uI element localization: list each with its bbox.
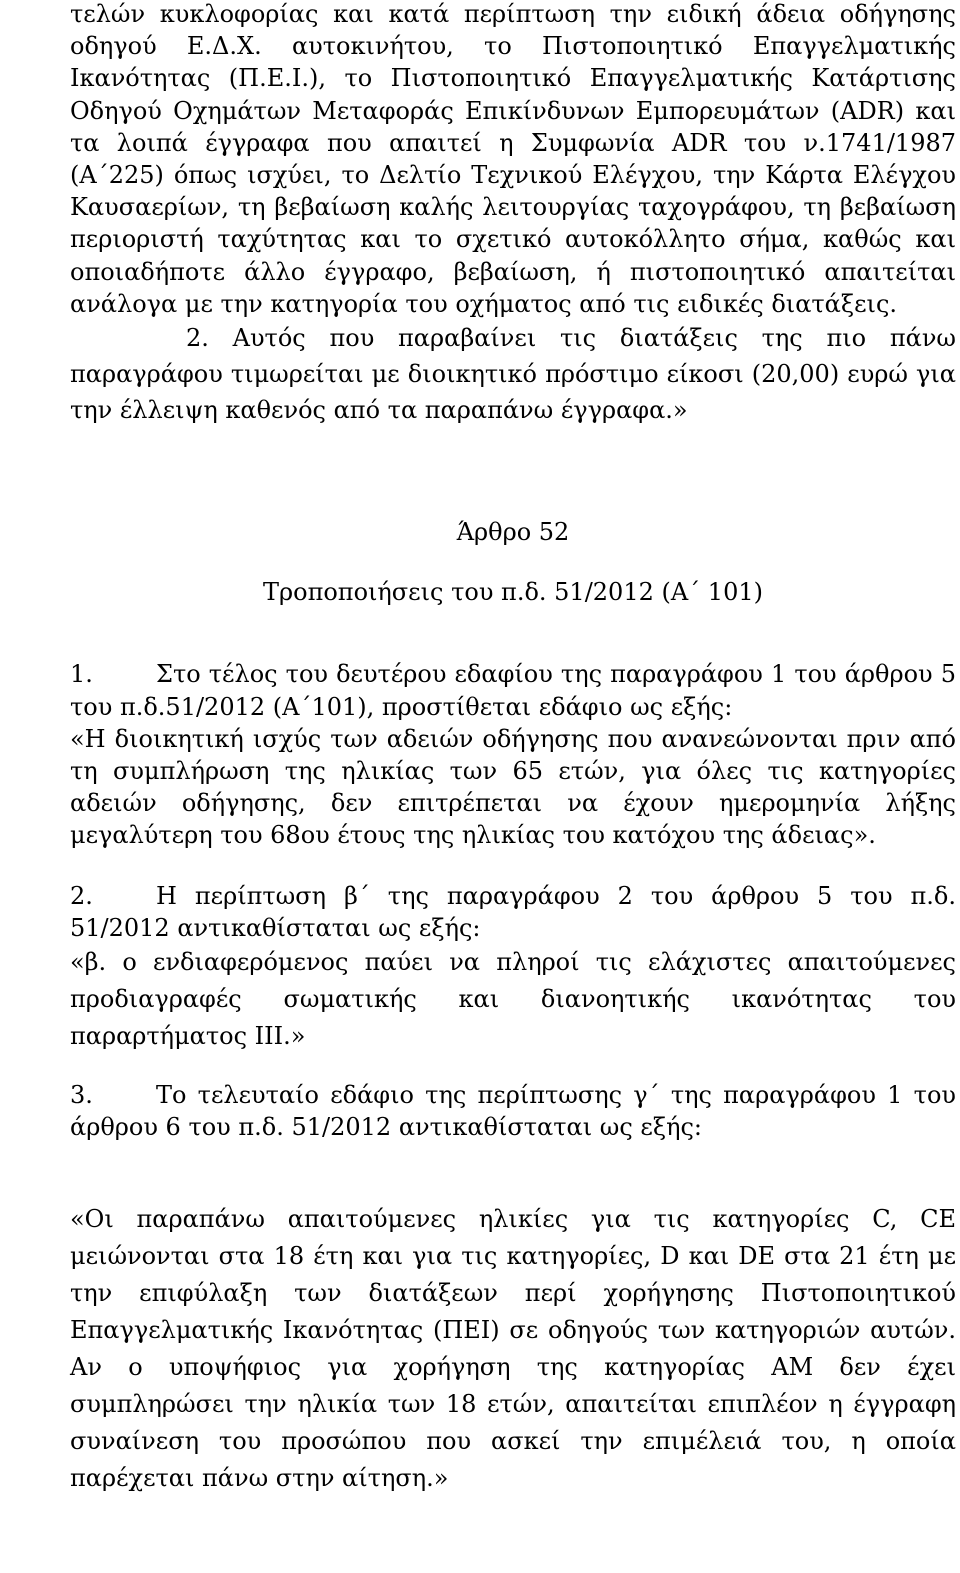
item-3-text: Το τελευταίο εδάφιο της περίπτωσης γ΄ της παραγράφου 1 του άρθρου 6 του π.δ. 51/2012 αντικαθίσταται ως εξής: bbox=[70, 1081, 956, 1142]
item-2-text: Η περίπτωση β΄ της παραγράφου 2 του άρθρου 5 του π.δ. 51/2012 αντικαθίσταται ως εξής: bbox=[70, 881, 956, 942]
article-subtitle: Τροποποιήσεις του π.δ. 51/2012 (Α΄ 101) bbox=[263, 578, 763, 607]
paragraph-2-text: 2. Αυτός που παραβαίνει τις διατάξεις της πιο πάνω παραγράφου τιμωρείται με διοικητικό πρόστιμο είκοσι (20,00) ευρώ για την έλλειψη καθενός από τα παραπάνω έγγραφα.» bbox=[70, 324, 956, 425]
item-1-quote: «Η διοικητική ισχύς των αδειών οδήγησης που ανανεώνονται πριν από τη συμπλήρωση της ηλικίας των 65 ετών, για όλες τις κατηγορίες αδειών οδήγησης, δεν επιτρέπεται να έχουν ημερομηνία λήξης μεγαλύτερη του 68ου έτους της ηλικίας του κατόχου της άδειας». bbox=[70, 724, 956, 850]
item-3-quote: «Οι παραπάνω απαιτούμενες ηλικίες για τις κατηγορίες C, CE μειώνονται στα 18 έτη και για τις κατηγορίες, D και DE στα 21 έτη με την επιφύλαξη των διατάξεων περί χορήγησης Πιστοποιητικού Επαγγελματικής Ικανότητας (ΠΕΙ) σε οδηγούς των κατηγοριών αυτών. Αν ο υποψήφιος για χορήγηση της κατηγορίας AM δεν έχει συμπληρώσει την ηλικία των 18 ετών, απαιτείται επιπλέον η έγγραφη συναίνεση του προσώπου που ασκεί την επιμέλειά του, η οποία παρέχεται πάνω στην αίτηση.» bbox=[70, 1205, 956, 1493]
paragraph-2 bbox=[70, 320, 956, 428]
item-1 bbox=[70, 658, 956, 722]
article-title: Άρθρο 52 bbox=[456, 518, 570, 547]
item-2-number: 2. bbox=[70, 881, 93, 910]
item-1-text: Στο τέλος του δευτέρου εδαφίου της παραγράφου 1 του άρθρου 5 του π.δ.51/2012 (Α΄101), προστίθεται εδάφιο ως εξής: bbox=[70, 660, 956, 721]
item-2-quote: «β. ο ενδιαφερόμενος παύει να πληροί τις ελάχιστες απαιτούμενες προδιαγραφές σωματικής και διανοητικής ικανότητας του παραρτήματος ΙΙΙ.» bbox=[70, 948, 956, 1051]
item-3-number: 3. bbox=[70, 1081, 93, 1110]
document-page bbox=[70, 0, 956, 1497]
item-1-number: 1. bbox=[70, 660, 93, 689]
item-2 bbox=[70, 880, 956, 944]
paragraph-continuation: τελών κυκλοφορίας και κατά περίπτωση την ειδική άδεια οδήγησης οδηγού Ε.Δ.Χ. αυτοκινήτου, το Πιστοποιητικό Επαγγελματικής Ικανότητας (Π.Ε.Ι.), το Πιστοποιητικό Επαγγελματικής Κατάρτισης Οδηγού Οχημάτων Μεταφοράς Επικίνδυνων Εμπορευμάτων (ADR) και τα λοιπά έγγραφα που απαιτεί η Συμφωνία ADR του ν.1741/1987 (Α΄225) όπως ισχύει, το Δελτίο Τεχνικού Ελέγχου, την Κάρτα Ελέγχου Καυσαερίων, τη βεβαίωση καλής λειτουργίας ταχογράφου, τη βεβαίωση περιοριστή ταχύτητας και το σχετικό αυτοκόλλητο σήμα, καθώς και οποιαδήποτε άλλο έγγραφο, βεβαίωση, ή πιστοποιητικό απαιτείται ανάλογα με την κατηγορία του οχήματος από τις ειδικές διατάξεις. bbox=[70, 0, 956, 318]
item-3 bbox=[70, 1079, 956, 1143]
